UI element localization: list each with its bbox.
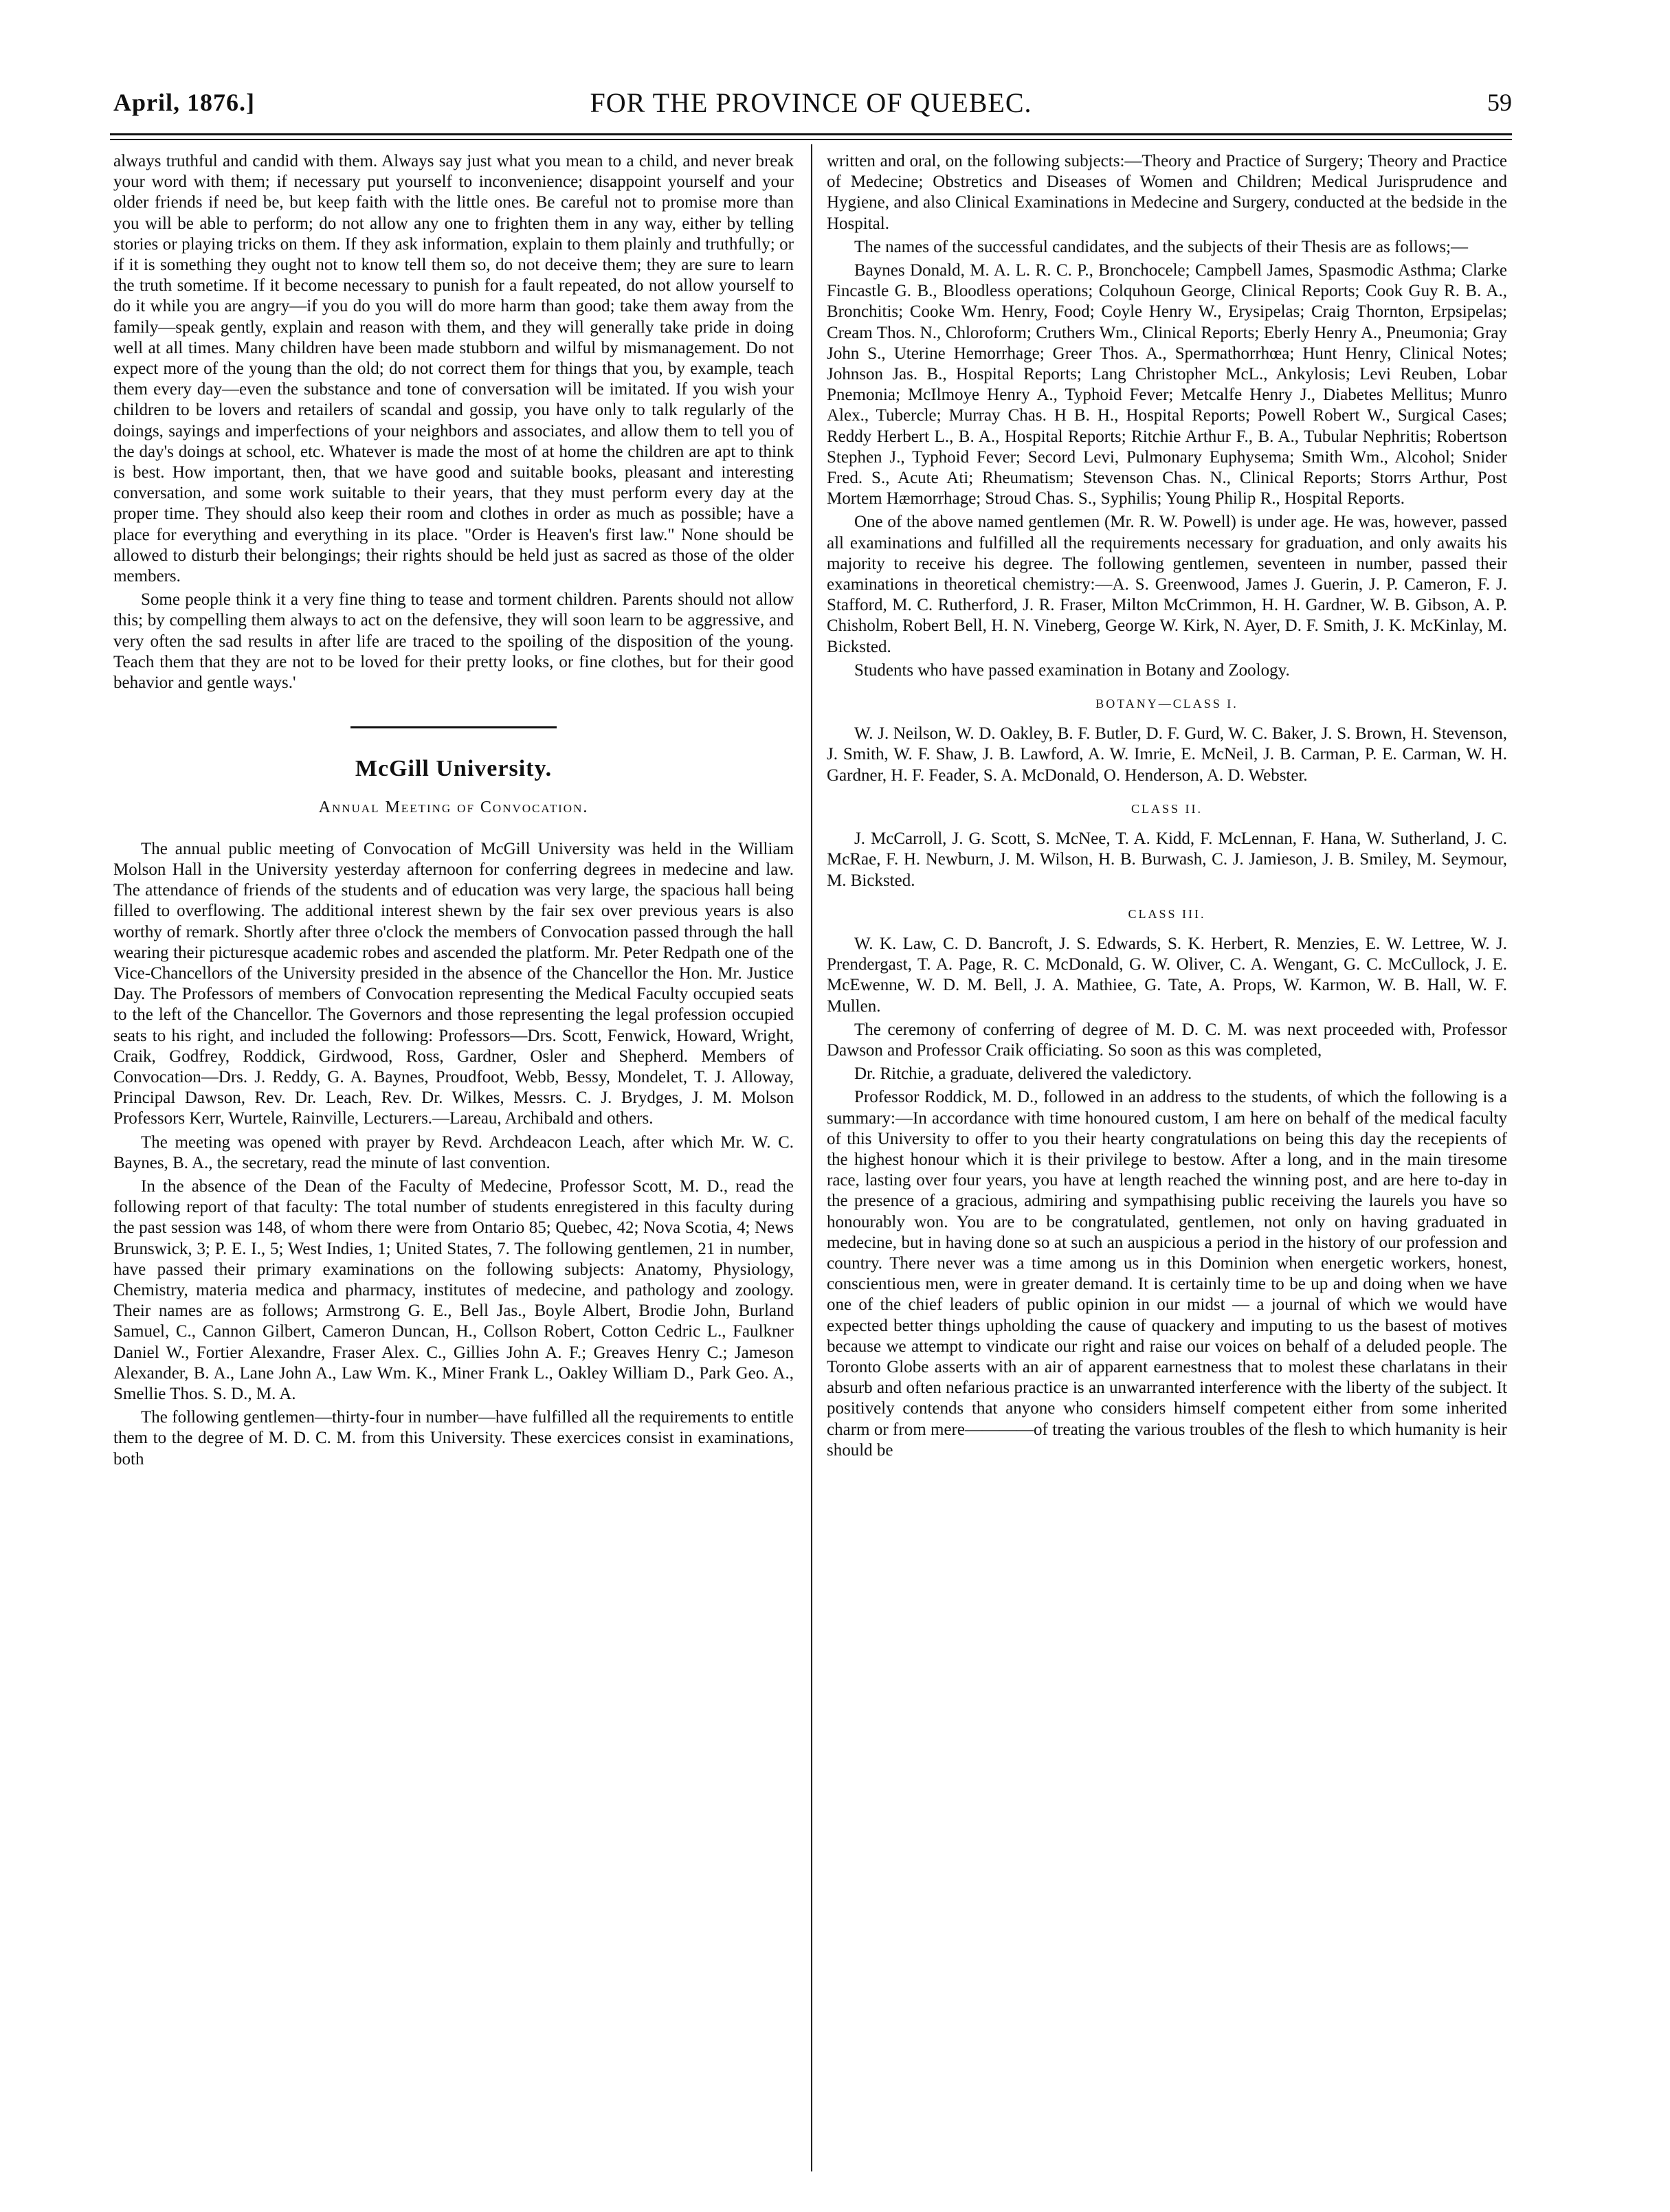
- class-heading: CLASS II.: [1131, 801, 1203, 816]
- paragraph: The meeting was opened with prayer by Revd. Archdeacon Leach, after which Mr. W. C. Baynes, B. A., the secretary, read the minute of last convention.: [113, 1132, 794, 1172]
- class-list: W. K. Law, C. D. Bancroft, J. S. Edwards, S. K. Herbert, R. Menzies, E. W. Lettree, W. J. Prendergast, T. A. Page, R. C. McDonald, G. W. Oliver, C. A. Wengant, G. C. McCullock, J. E. McEwenne, W. D. M. Bell, J. A. Mathiee, G. Tate, A. Props, W. Karmon, W. B. Hall, W. F. Mullen.: [827, 934, 1507, 1016]
- class-heading: BOTANY—CLASS I.: [1095, 697, 1238, 711]
- paragraph: In the absence of the Dean of the Faculty of Medecine, Professor Scott, M. D., read the following report of that faculty: The total number of students enregistered in this faculty during the past session was 148, of whom there were from Ontario 85; Quebec, 42; Nova Scotia, 4; News Brunswick, 3; P. E. I., 5; West Indies, 1; United States, 7. The following gentlemen, 21 in number, have passed their primary examinations on the following subjects: Anatomy, Physiology, Chemistry, materia medica and pharmacy, institutes of medecine, and pathology and zoology. Their names are as follows; Armstrong G. E., Bell Jas., Boyle Albert, Brodie John, Burland Samuel, C., Cannon Gilbert, Cameron Duncan, H., Collson Robert, Cotton Cedric L., Faulkner Daniel W., Fortier Alexandre, Fraser Alex. C., Gillies John A. F.; Greaves Henry C.; Jameson Alexander, B. A., Lane John A., Law Wm. K., Miner Frank L., Oakley William D., Park Geo. A., Smellie Thos. S. D., M. A.: [113, 1176, 794, 1403]
- paragraph: Some people think it a very fine thing to tease and torment children. Parents should not allow this; by compelling them always to act on the defensive, they will soon learn to be aggressive, and very often the sad results in after life are traced to the spoiling of the disposition of the young. Teach them that they are not to be loved for their pretty looks, or fine clothes, but for their good behavior and gentle ways.': [113, 590, 794, 693]
- left-column: [113, 151, 794, 1473]
- class-list: J. McCarroll, J. G. Scott, S. McNee, T. A. Kidd, F. McLennan, F. Hana, W. Sutherland, J. C. McRae, F. H. Newburn, J. M. Wilson, H. B. Burwash, C. J. Jamieson, J. B. Smiley, M. Seymour, M. Bicksted.: [827, 829, 1507, 890]
- header-rule: [110, 133, 1512, 135]
- paragraph: The ceremony of conferring of degree of M. D. C. M. was next proceeded with, Professor Dawson and Professor Craik officiating. So soon as this was completed,: [827, 1020, 1507, 1060]
- page-header: [110, 82, 1512, 131]
- section-title: McGill University.: [355, 756, 553, 782]
- paragraph: always truthful and candid with them. Always say just what you mean to a child, and never break your word with them; if necessary put yourself to inconvenience; disappoint yourself and your older friends if need be, but keep faith with the little ones. Be careful not to promise more than you will be able to perform; do not allow any one to frighten them in any way, either by telling stories or playing tricks on them. If they ask information, explain to them plainly and truthfully; or if it is something they ought not to know tell them so, do not deceive them; they are sure to learn the truth sometime. If it become necessary to punish for a fault repeated, do not allow yourself to do it while you are angry—if you do you will do more harm than good; take them away from the family—speak gently, explain and reason with them, and they will generally take pride in doing well at all times. Many children have been made stubborn and wilful by mismanagement. Do not expect more of the young than the old; do not correct them for things that you, by example, teach them every day—even the substance and tone of conversation will be imitated. If you wish your children to be lovers and retailers of scandal and gossip, you have only to talk regularly of the doings, sayings and imperfections of your neighbors and associates, and allow them to tell you of the day's doings at school, etc. Whatever is made the most of at home the children are apt to think is best. How important, then, that we have good and suitable books, pleasant and interesting conversation, and some work suitable to their years, that they must perform every day at the proper time. They should also keep their room and clothes in order as much as possible; have a place for everything and everything in its place. "Order is Heaven's first law." None should be allowed to disturb their belongings; their rights should be held just as sacred as those of the older members.: [113, 152, 794, 586]
- section-divider: [350, 726, 557, 728]
- paragraph: One of the above named gentlemen (Mr. R. W. Powell) is under age. He was, however, passed all examinations and fulfilled all the requirements necessary for graduation, and only awaits his majority to receive his degree. The following gentlemen, seventeen in number, passed their examinations in theoretical chemistry:—A. S. Greenwood, James J. Guerin, J. P. Cameron, F. J. Stafford, M. C. Rutherford, J. R. Fraser, Milton McCrimmon, H. H. Gardner, W. B. Gibson, A. P. Chisholm, Robert Bell, H. N. Vineberg, George W. Kirk, N. Ayer, D. F. Smith, J. K. McKinlay, M. Bicksted.: [827, 513, 1507, 656]
- paragraph: The following gentlemen—thirty-four in number—have fulfilled all the requirements to entitle them to the degree of M. D. C. M. from this University. These exercices consist in examinations, both: [113, 1408, 794, 1468]
- paragraph: The names of the successful candidates, and the subjects of their Thesis are as follows;—: [854, 237, 1469, 256]
- page-number: 59: [1487, 89, 1512, 116]
- section-subtitle: Annual Meeting of Convocation.: [318, 798, 589, 817]
- paragraph: The annual public meeting of Convocation of McGill University was held in the William Molson Hall in the University yesterday afternoon for conferring degrees in medecine and law. The attendance of friends of the students and of education was very large, the spacious hall being filled to overflowing. The additional interest shewn by the fair sex over previous years is also worthy of remark. Shortly after three o'clock the members of Convocation passed through the hall wearing their picturesque academic robes and ascended the platform. Mr. Peter Redpath one of the Vice-Chancellors of the University presided in the absence of the Chancellor the Hon. Mr. Justice Day. The Professors of members of Convocation representing the Medical Faculty occupied seats to the left of the Chancellor. The Governors and those representing the legal profession occupied seats to his right, and included the following: Professors—Drs. Scott, Fenwick, Howard, Wright, Craik, Godfrey, Roddick, Girdwood, Ross, Gardner, Osler and Shepherd. Members of Convocation—Drs. J. Reddy, G. A. Baynes, Proudfoot, Webb, Bessy, Mondelet, T. J. Alloway, Principal Dawson, Rev. Dr. Leach, Rev. Dr. Wilkes, Messrs. C. J. Brydges, J. M. Molson Professors Kerr, Wurtele, Rainville, Lecturers.—Lareau, Archibald and others.: [113, 839, 794, 1128]
- newspaper-page: [110, 76, 1512, 2178]
- paragraph: Students who have passed examination in Botany and Zoology.: [854, 660, 1290, 680]
- paragraph: Baynes Donald, M. A. L. R. C. P., Bronchocele; Campbell James, Spasmodic Asthma; Clarke Fincastle G. B., Bloodless operations; Colquhoun George, Clinical Reports; Cook Guy R. B. A., Bronchitis; Cooke Wm. Henry, Food; Coyle Henry W., Erysipelas; Craig Thornton, Erpsipelas; Cream Thos. N., Chloroform; Cruthers Wm., Clinical Reports; Eberly Henry A., Pneumonia; Gray John S., Uterine Hemorrhage; Greer Thos. A., Spermathorrhœa; Hunt Henry, Clinical Notes; Johnson Jas. B., Hospital Reports; Lang Christopher McL., Ankylosis; Levi Reuben, Lobar Pnemonia; McIlmoye Henry A., Typhoid Fever; Metcalfe Henry J., Diabetes Mellitus; Munro Alex., Tubercle; Murray Chas. H B. H., Hospital Reports; Powell Robert W., Surgical Cases; Reddy Herbert L., B. A., Hospital Reports; Ritchie Arthur F., B. A., Tubular Nephritis; Robertson Stephen J., Typhoid Fever; Secord Levi, Pulmonary Euphysema; Smith Wm., Alcohol; Snider Fred. S., Acute Ati; Rheumatism; Stevenson Chas. N., Clinical Reports; Storrs Arthur, Post Mortem Hæmorrhage; Stroud Chas. S., Syphilis; Young Philip R., Hospital Reports.: [827, 261, 1507, 509]
- class-list: W. J. Neilson, W. D. Oakley, B. F. Butler, D. F. Gurd, W. C. Baker, J. S. Brown, H. Stevenson, J. Smith, W. F. Shaw, J. B. Lawford, A. W. Imrie, E. McNeil, J. B. Carman, P. E. Carman, W. H. Gardner, H. F. Feader, S. A. McDonald, O. Henderson, A. D. Webster.: [827, 724, 1507, 785]
- paragraph: Professor Roddick, M. D., followed in an address to the students, of which the following is a summary:—In accordance with time honoured custom, I am here on behalf of the medical faculty of this University to offer to you their hearty congratulations on being this day the recepients of the highest honour which it is their privilege to bestow. After a long, and in the main tiresome race, lasting over four years, you have at length reached the winning post, and are here to-day in the presence of a gracious, admiring and sympathising public receiving the laurels you have so honourably won. You are to be congratulated, gentlemen, not only on having graduated in medecine, but in having done so at such an auspicious a period in the history of our profession and country. There never was a time among us in this Dominion when energetic workers, honest, conscientious men, were in greater demand. It is certainly time to be up and doing when we have one of the chief leaders of public opinion in our midst — a journal of which we would have expected better things upholding the cause of quackery and imputing to us the basest of motives because we attempt to vindicate our right and raise our voices on behalf of a deluded people. The Toronto Globe asserts with an air of apparent earnestness that to molest these charlatans in their absurb and often nefarious practice is an unwarranted interference with the liberty of the subject. It positively contends that anyone who considers himself competent either from some inherited charm or from mere————of treating the various troubles of the flesh to which humanity is heir should be: [827, 1088, 1507, 1460]
- header-date: April, 1876.]: [113, 89, 255, 116]
- column-divider: [811, 144, 812, 2171]
- paragraph: Dr. Ritchie, a graduate, delivered the valedictory.: [854, 1064, 1192, 1084]
- class-heading: CLASS III.: [1128, 906, 1206, 921]
- header-rule-thin: [110, 139, 1512, 140]
- right-column: [827, 151, 1507, 1464]
- header-title: FOR THE PROVINCE OF QUEBEC.: [590, 87, 1032, 118]
- paragraph: written and oral, on the following subjects:—Theory and Practice of Surgery; Theory and Practice of Medecine; Obstretics and Diseases of Women and Children; Medical Jurisprudence and Hygiene, and also Clinical Examinations in Medecine and Surgery, conducted at the bedside in the Hospital.: [827, 152, 1507, 233]
